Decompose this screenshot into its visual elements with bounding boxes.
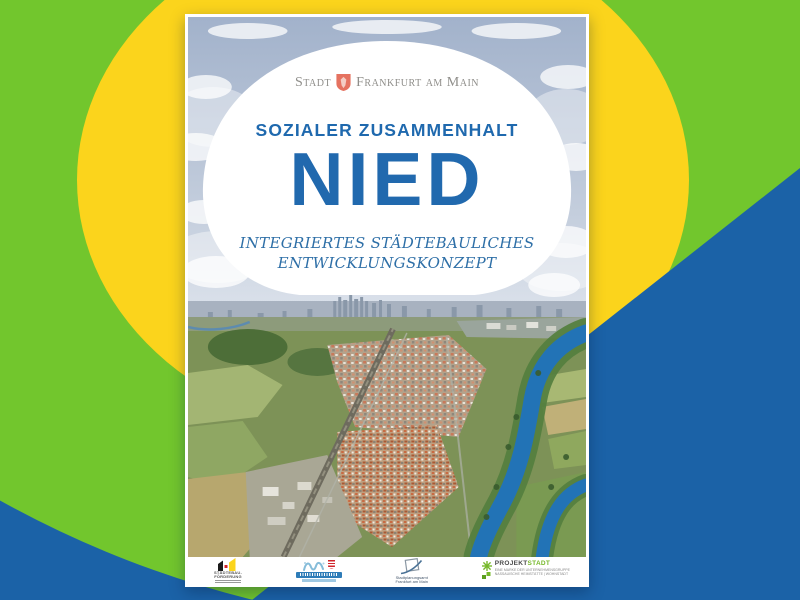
hessen-lion-crest-icon xyxy=(328,560,335,569)
report-cover xyxy=(185,14,589,587)
frankfurt-crest-icon xyxy=(336,74,351,91)
staedtebaufoerderung-logo xyxy=(214,558,242,584)
stadtplanungsamt-label-2: Frankfurt am Main xyxy=(395,578,428,584)
subtitle-line-1: INTEGRIERTES STÄDTEBAULICHES xyxy=(239,234,535,252)
projektstadt-word2: STADT xyxy=(527,560,551,567)
subtitle-line-2: ENTWICKLUNGSKONZEPT xyxy=(277,254,497,272)
projektstadt-tagline-2: NASSAUISCHE HEIMSTÄTTE | WOHNSTADT xyxy=(494,572,569,576)
stadtplanungsamt-frankfurt-logo xyxy=(396,558,428,584)
program-kicker: SOZIALER ZUSAMMENHALT xyxy=(255,120,519,140)
aerial-photo-art xyxy=(188,17,586,557)
cover-subtitle xyxy=(185,233,589,273)
projektstadt-tagline-1: EINE MARKE DER UNTERNEHMENSGRUPPE xyxy=(494,567,570,572)
stadtplanungsamt-icon xyxy=(400,558,424,575)
projektstadt-logo xyxy=(482,561,570,580)
staedtebau-label-1: STÄDTEBAU- xyxy=(214,569,242,575)
publisher-suffix: Frankfurt am Main xyxy=(356,74,480,90)
publisher-prefix: Stadt xyxy=(294,74,332,90)
projektstadt-word1: PROJEKT xyxy=(494,560,528,567)
staedtebaufoerderung-icon xyxy=(216,558,240,571)
aerial-photo xyxy=(188,17,586,557)
hessen-sketch-icon xyxy=(302,560,326,571)
footer-logo-strip xyxy=(188,557,586,584)
hessen-subbanner xyxy=(302,579,336,582)
cover-title: NIED xyxy=(289,137,485,221)
projektstadt-star-icon xyxy=(482,561,492,571)
projektstadt-wordmark xyxy=(495,561,551,568)
staedtebau-small-print xyxy=(215,580,241,584)
stadtplanungsamt-label-1: Stadtplanungsamt xyxy=(395,574,428,580)
hessen-program-logo xyxy=(296,560,342,582)
staedtebau-label-2: FÖRDERUNG xyxy=(214,573,242,579)
projektstadt-squares-icon xyxy=(482,572,491,580)
hessen-banner xyxy=(296,572,342,578)
stadt-frankfurt-logo xyxy=(185,74,589,91)
